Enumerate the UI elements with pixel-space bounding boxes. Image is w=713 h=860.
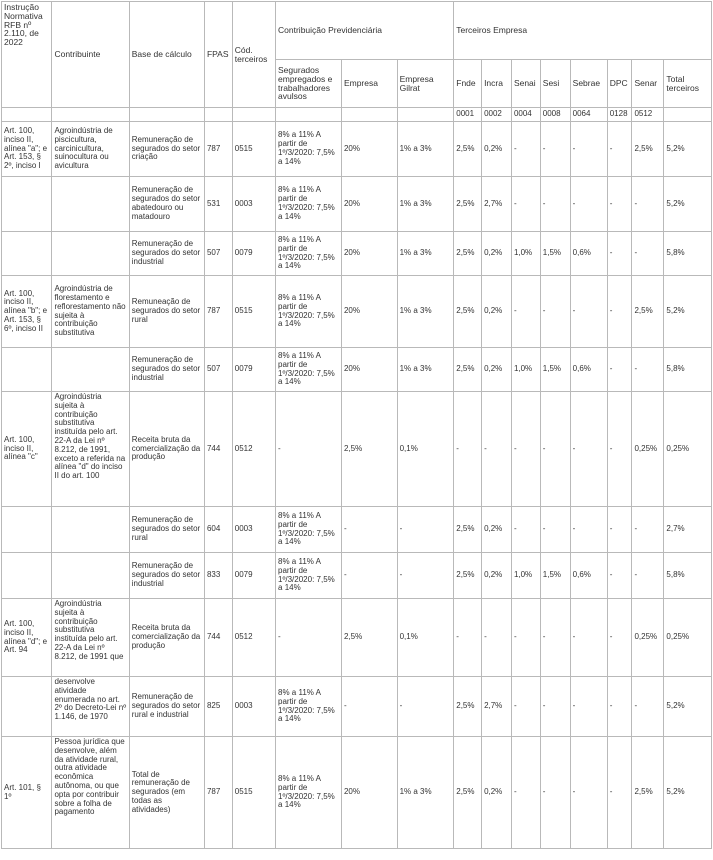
cell-dpc: - — [607, 348, 632, 392]
cell-empresa: - — [341, 677, 397, 737]
cell-empresa: 20% — [341, 122, 397, 177]
cell-senar: 2,5% — [632, 276, 664, 348]
cell-incra: 0,2% — [482, 737, 512, 849]
cell-seg: 8% a 11% A partir de 1º/3/2020: 7,5% a 14% — [276, 177, 342, 232]
header-contrib-prev: Contribuição Previdenciária — [276, 2, 454, 60]
cell-incra: 0,2% — [482, 348, 512, 392]
cell-seg: 8% a 11% A partir de 1º/3/2020: 7,5% a 14% — [276, 276, 342, 348]
cell-gilrat: 1% a 3% — [397, 276, 454, 348]
table-row — [2, 348, 712, 392]
code-sesi: 0008 — [540, 108, 570, 122]
cell-empresa: 20% — [341, 232, 397, 276]
cell-senar: 0,25% — [632, 392, 664, 507]
cell-ref: Art. 101, § 1º — [2, 737, 52, 849]
cell-fpas: 604 — [204, 507, 232, 553]
cell-sebrae: - — [570, 276, 607, 348]
table-row — [2, 177, 712, 232]
cell-sesi: - — [540, 122, 570, 177]
cell-base: Remuneração de segurados do setor criação — [129, 122, 204, 177]
cell-total: 5,2% — [664, 737, 712, 849]
cell-base: Remuneração de segurados do setor abatedouro ou matadouro — [129, 177, 204, 232]
cell-gilrat: 0,1% — [397, 392, 454, 507]
cell-total: 2,7% — [664, 507, 712, 553]
cell-senai: - — [511, 177, 540, 232]
table-row — [2, 232, 712, 276]
cell-seg: 8% a 11% A partir de 1º/3/2020: 7,5% a 14% — [276, 348, 342, 392]
cell-fpas: 507 — [204, 348, 232, 392]
cell-fnde: 2,5% — [454, 122, 482, 177]
cell-senar: 2,5% — [632, 122, 664, 177]
cell-incra: - — [482, 392, 512, 507]
cell-contribuinte — [52, 232, 129, 276]
cell-contribuinte — [52, 507, 129, 553]
cell-gilrat: - — [397, 507, 454, 553]
cell-sesi: - — [540, 507, 570, 553]
cell-dpc: - — [607, 276, 632, 348]
cell-fnde: 2,5% — [454, 507, 482, 553]
cell-sebrae: 0,6% — [570, 553, 607, 599]
cell-incra: 2,7% — [482, 177, 512, 232]
cell-total: 5,2% — [664, 122, 712, 177]
cell-senar: - — [632, 232, 664, 276]
cell-ref — [2, 677, 52, 737]
table-row — [2, 276, 712, 348]
header-incra: Incra — [482, 60, 512, 108]
cell-base: Remuneração de segurados do setor industrial — [129, 348, 204, 392]
cell-senar: - — [632, 177, 664, 232]
cell-senar: - — [632, 507, 664, 553]
cell-senar: - — [632, 348, 664, 392]
cell-cod: 0003 — [232, 177, 275, 232]
header-terceiros-empresa: Terceiros Empresa — [454, 2, 712, 60]
header-sesi: Sesi — [540, 60, 570, 108]
table-body — [2, 122, 712, 849]
cell-empresa: 20% — [341, 276, 397, 348]
cell-fnde: - — [454, 392, 482, 507]
cell-senai: 1,0% — [511, 232, 540, 276]
cell-senai: - — [511, 737, 540, 849]
cell-contribuinte: desenvolve atividade enumerada no art. 2º do Decreto-Lei nº 1.146, de 1970 — [52, 677, 129, 737]
cell-total: 5,2% — [664, 177, 712, 232]
cell-sebrae: - — [570, 507, 607, 553]
cell-senar: - — [632, 553, 664, 599]
cell-sebrae: - — [570, 677, 607, 737]
cell-contribuinte — [52, 348, 129, 392]
cell-base: Total de remuneração de segurados (em todas as atividades) — [129, 737, 204, 849]
cell-incra: - — [482, 599, 512, 677]
table-row — [2, 507, 712, 553]
cell-gilrat: 0,1% — [397, 599, 454, 677]
cell-seg: - — [276, 599, 342, 677]
cell-gilrat: 1% a 3% — [397, 122, 454, 177]
cell-fnde: 2,5% — [454, 348, 482, 392]
cell-empresa: 20% — [341, 348, 397, 392]
cell-fpas: 833 — [204, 553, 232, 599]
cell-empresa: 2,5% — [341, 392, 397, 507]
cell-seg: - — [276, 392, 342, 507]
cell-cod: 0079 — [232, 348, 275, 392]
cell-sesi: 1,5% — [540, 553, 570, 599]
cell-cod: 0515 — [232, 276, 275, 348]
cell-fpas: 744 — [204, 392, 232, 507]
cell-cod: 0079 — [232, 553, 275, 599]
header-senar: Senar — [632, 60, 664, 108]
cell-gilrat: 1% a 3% — [397, 177, 454, 232]
cell-dpc: - — [607, 122, 632, 177]
cell-seg: 8% a 11% A partir de 1º/3/2020: 7,5% a 14% — [276, 122, 342, 177]
cell-senai: 1,0% — [511, 553, 540, 599]
table-row — [2, 737, 712, 849]
cell-seg: 8% a 11% A partir de 1º/3/2020: 7,5% a 14% — [276, 677, 342, 737]
cell-dpc: - — [607, 392, 632, 507]
cell-total: 5,8% — [664, 232, 712, 276]
cell-fpas: 744 — [204, 599, 232, 677]
cell-dpc: - — [607, 737, 632, 849]
code-senar: 0512 — [632, 108, 664, 122]
cell-senar: - — [632, 677, 664, 737]
cell-cod: 0515 — [232, 122, 275, 177]
code-dpc: 0128 — [607, 108, 632, 122]
contribution-table — [1, 1, 712, 849]
code-sebrae: 0064 — [570, 108, 607, 122]
cell-contribuinte: Agroindústria de florestamento e reflorestamento não sujeita à contribuição substitutiva — [52, 276, 129, 348]
cell-base: Remuneração de segurados do setor industrial — [129, 553, 204, 599]
code-incra: 0002 — [482, 108, 512, 122]
cell-seg: 8% a 11% A partir de 1º/3/2020: 7,5% a 14% — [276, 232, 342, 276]
cell-ref: Art. 100, inciso II, alínea "c" — [2, 392, 52, 507]
cell-incra: 0,2% — [482, 276, 512, 348]
table-row — [2, 122, 712, 177]
cell-total: 5,2% — [664, 276, 712, 348]
cell-total: 5,8% — [664, 348, 712, 392]
cell-ref — [2, 177, 52, 232]
cell-empresa: 20% — [341, 177, 397, 232]
cell-incra: 0,2% — [482, 507, 512, 553]
cell-contribuinte — [52, 177, 129, 232]
header-base: Base de cálculo — [129, 2, 204, 108]
cell-base: Remuneação de segurados do setor rural — [129, 276, 204, 348]
header-cod: Cód. terceiros — [232, 2, 275, 108]
cell-base: Receita bruta da comercialização da produção — [129, 392, 204, 507]
cell-incra: 0,2% — [482, 232, 512, 276]
cell-senai: 1,0% — [511, 348, 540, 392]
cell-ref: Art. 100, inciso II, alínea "d"; e Art. 94 — [2, 599, 52, 677]
cell-cod: 0512 — [232, 392, 275, 507]
cell-total: 0,25% — [664, 392, 712, 507]
cell-dpc: - — [607, 232, 632, 276]
cell-cod: 0512 — [232, 599, 275, 677]
cell-total: 0,25% — [664, 599, 712, 677]
header-row-1 — [2, 2, 712, 60]
header-contribuinte: Contribuinte — [52, 2, 129, 108]
cell-fnde: 2,5% — [454, 232, 482, 276]
cell-empresa: 2,5% — [341, 599, 397, 677]
cell-ref — [2, 553, 52, 599]
cell-contribuinte: Agroindústria sujeita à contribuição substitutiva instituída pelo art. 22-A da Lei nº 8.212, de 1991, exceto a referida na alínea "d" do inciso II do art. 100 — [52, 392, 129, 507]
cell-sebrae: - — [570, 392, 607, 507]
cell-fpas: 787 — [204, 122, 232, 177]
cell-senai: - — [511, 276, 540, 348]
code-senai: 0004 — [511, 108, 540, 122]
cell-senai: - — [511, 677, 540, 737]
cell-fpas: 531 — [204, 177, 232, 232]
header-total: Total terceiros — [664, 60, 712, 108]
cell-ref: Art. 100, inciso II, alínea "a"; e Art. 153, § 2º, inciso I — [2, 122, 52, 177]
cell-senar: 2,5% — [632, 737, 664, 849]
cell-dpc: - — [607, 553, 632, 599]
cell-fpas: 787 — [204, 737, 232, 849]
header-fnde: Fnde — [454, 60, 482, 108]
table-row — [2, 599, 712, 677]
cell-contribuinte: Agroindústria de piscicultura, carcinicultura, suinocultura ou avicultura — [52, 122, 129, 177]
cell-ref: Art. 100, inciso II, alínea "b"; e Art. 153, § 6º, inciso II — [2, 276, 52, 348]
code-fnde: 0001 — [454, 108, 482, 122]
cell-gilrat: 1% a 3% — [397, 348, 454, 392]
cell-gilrat: - — [397, 553, 454, 599]
cell-sesi: 1,5% — [540, 232, 570, 276]
cell-senar: 0,25% — [632, 599, 664, 677]
cell-contribuinte: Agroindústria sujeita à contribuição substitutiva instituída pelo art. 22-A da Lei nº 8.212, de 1991 que — [52, 599, 129, 677]
cell-cod: 0003 — [232, 677, 275, 737]
cell-senai: - — [511, 122, 540, 177]
cell-base: Receita bruta da comercialização da produção — [129, 599, 204, 677]
header-instrucao: Instrução Normativa RFB nº 2.110, de 2022 — [2, 2, 52, 108]
cell-sebrae: - — [570, 599, 607, 677]
cell-sesi: - — [540, 177, 570, 232]
cell-contribuinte — [52, 553, 129, 599]
cell-sebrae: 0,6% — [570, 348, 607, 392]
cell-incra: 0,2% — [482, 553, 512, 599]
header-senai: Senai — [511, 60, 540, 108]
cell-base: Remuneração de segurados do setor industrial — [129, 232, 204, 276]
cell-empresa: - — [341, 507, 397, 553]
cell-sebrae: - — [570, 177, 607, 232]
cell-gilrat: 1% a 3% — [397, 737, 454, 849]
cell-fnde: 2,5% — [454, 276, 482, 348]
header-sebrae: Sebrae — [570, 60, 607, 108]
cell-empresa: - — [341, 553, 397, 599]
cell-fnde: 2,5% — [454, 177, 482, 232]
cell-dpc: - — [607, 177, 632, 232]
cell-sebrae: - — [570, 122, 607, 177]
header-segurados: Segurados empregados e trabalhadores avulsos — [276, 60, 342, 108]
cell-senai: - — [511, 599, 540, 677]
cell-sesi: - — [540, 677, 570, 737]
cell-ref — [2, 232, 52, 276]
cell-cod: 0515 — [232, 737, 275, 849]
table-row — [2, 392, 712, 507]
cell-sesi: - — [540, 276, 570, 348]
cell-fpas: 507 — [204, 232, 232, 276]
cell-dpc: - — [607, 677, 632, 737]
cell-fnde: - — [454, 599, 482, 677]
cell-dpc: - — [607, 599, 632, 677]
cell-gilrat: - — [397, 677, 454, 737]
cell-fpas: 787 — [204, 276, 232, 348]
cell-dpc: - — [607, 507, 632, 553]
cell-fpas: 825 — [204, 677, 232, 737]
cell-sebrae: 0,6% — [570, 232, 607, 276]
cell-fnde: 2,5% — [454, 553, 482, 599]
table-row — [2, 677, 712, 737]
cell-sebrae: - — [570, 737, 607, 849]
cell-incra: 2,7% — [482, 677, 512, 737]
cell-sesi: - — [540, 599, 570, 677]
cell-senai: - — [511, 392, 540, 507]
cell-total: 5,8% — [664, 553, 712, 599]
cell-base: Remuneração de segurados do setor rural e industrial — [129, 677, 204, 737]
header-empresa-gilrat: Empresa Gilrat — [397, 60, 454, 108]
cell-gilrat: 1% a 3% — [397, 232, 454, 276]
cell-incra: 0,2% — [482, 122, 512, 177]
cell-sesi: 1,5% — [540, 348, 570, 392]
header-fpas: FPAS — [204, 2, 232, 108]
cell-base: Remuneração de segurados do setor rural — [129, 507, 204, 553]
cell-fnde: 2,5% — [454, 677, 482, 737]
cell-ref — [2, 507, 52, 553]
cell-cod: 0079 — [232, 232, 275, 276]
cell-empresa: 20% — [341, 737, 397, 849]
cell-seg: 8% a 11% A partir de 1º/3/2020: 7,5% a 14% — [276, 737, 342, 849]
cell-contribuinte: Pessoa jurídica que desenvolve, além da atividade rural, outra atividade econômica autônoma, ou que opta por contribuir sobre a folha de pagamento — [52, 737, 129, 849]
cell-sesi: - — [540, 737, 570, 849]
cell-senai: - — [511, 507, 540, 553]
cell-fnde: 2,5% — [454, 737, 482, 849]
header-empresa: Empresa — [341, 60, 397, 108]
table-row — [2, 553, 712, 599]
header-dpc: DPC — [607, 60, 632, 108]
cell-seg: 8% a 11% A partir de 1º/3/2020: 7,5% a 14% — [276, 553, 342, 599]
code-row — [2, 108, 712, 122]
cell-seg: 8% a 11% A partir de 1º/3/2020: 7,5% a 14% — [276, 507, 342, 553]
cell-ref — [2, 348, 52, 392]
cell-sesi: - — [540, 392, 570, 507]
cell-total: 5,2% — [664, 677, 712, 737]
cell-cod: 0003 — [232, 507, 275, 553]
